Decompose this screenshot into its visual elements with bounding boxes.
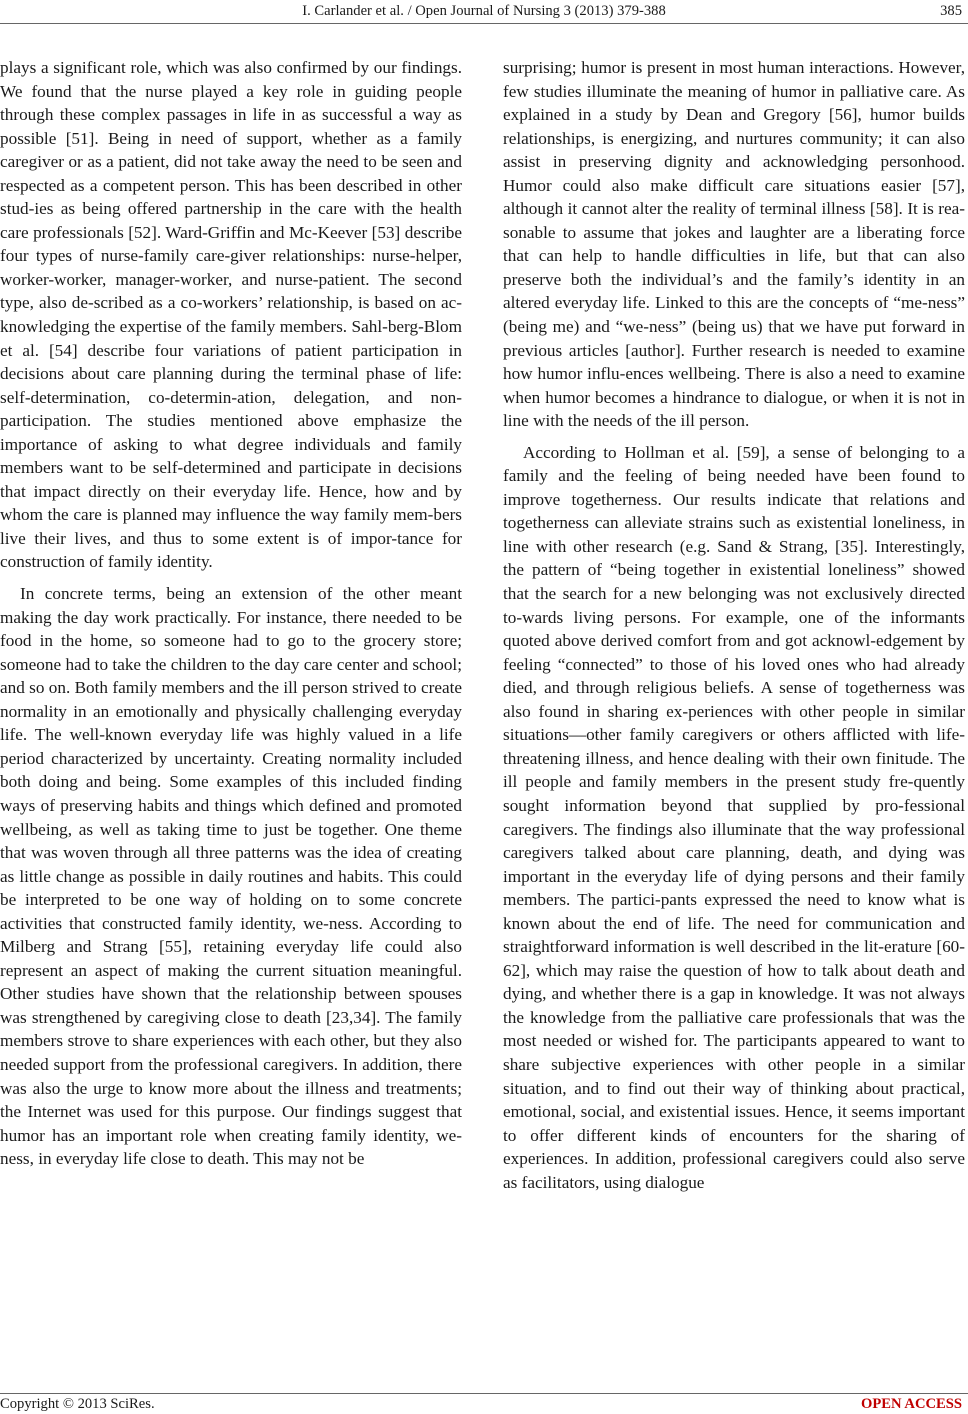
running-header — [0, 0, 968, 22]
left-column — [0, 56, 462, 1171]
paragraph: In concrete terms, being an extension of the other meant making the day work practically. For instance, there needed to be food in the home, so someone had to go to the grocery store; someone had to take the children to the day care center and school; and so on. Both family members and the ill person strived to create normality in an emotionally and physically challenging everyday life. The well-known everyday life was highly valued in a life period characterized by uncertainty. Creating normality included both doing and being. Some examples of this included finding ways of preserving habits and things which defined and promoted wellbeing, as well as taking time to just be together. One theme that was woven through all three patterns was the idea of creating as little change as possible in daily routines and habits. This could be interpreted to be one way of holding on to some concrete activities that constructed family identity, we-ness. According to Milberg and Strang [55], retaining everyday life could also represent an aspect of making the current situation meaningful. Other studies have shown that the relationship between spouses was strengthened by caregiving close to death [23,34]. The family members strove to share experiences with each other, but they also needed support from the professional caregivers. In addition, there was also the urge to know more about the illness and treatments; the Internet was used for this purpose. Our findings suggest that humor has an important role when creating family identity, we-ness, in everyday life close to death. This may not be — [0, 584, 462, 1169]
page-number: 385 — [940, 3, 962, 19]
right-column — [503, 56, 965, 1194]
running-title: I. Carlander et al. / Open Journal of Nursing 3 (2013) 379-388 — [302, 3, 666, 19]
paragraph: According to Hollman et al. [59], a sense of belonging to a family and the feeling of being needed have been found to improve togetherness. Our results indicate that relations and togetherness can alleviate strains such as existential loneliness, in line with other research (e.g. Sand & Strang, [35]. Interestingly, the pattern of “being together in existential loneliness” showed that the search for a new belonging was not exclusively directed to-wards living persons. For example, one of the informants quoted above derived comfort from and got acknowl-edgement by feeling “connected” to those of his loved ones who had already died, and through religious beliefs. A sense of togetherness was also found in sharing ex-periences with other people in similar situations—other family caregivers or others afflicted with life-threatening illness, and hence dealing with their own finitude. The ill people and family members in the present study fre-quently sought information beyond that supplied by pro-fessional caregivers. The findings also illuminate that the way professional caregivers talked about care planning, death, and dying was important in the everyday life of dying persons and their family members. The partici-pants expressed the need to know what is known about the end of life. The need for communication and straightforward information is well described in the lit-erature [60-62], which may raise the question of how to talk about death and dying, and whether there is a gap in knowledge. It was not always the knowledge from the palliative care professionals that was the most needed or wished for. The participants appeared to want to share subjective experiences with other people in a similar situation, and to find out their way of thinking about practical, emotional, social, and existential issues. Hence, it seems important to offer different kinds of encounters for the sharing of experiences. In addition, professional caregivers could also serve as facilitators, using dialogue — [503, 442, 965, 1192]
page-footer — [0, 1395, 968, 1414]
footer-divider — [0, 1393, 968, 1394]
paragraph: plays a significant role, which was also confirmed by our findings. We found that the nurse played a key role in guiding people through these complex passages in life in as successful a way as possible [51]. Being in need of support, whether as a family caregiver or as a patient, did not take away the need to be seen and respected as a competent person. This has been described in other stud-ies as being offered partnership in the care with the health care professionals [52]. Ward-Griffin and Mc-Keever [53] describe four types of nurse-family care-giver relationships: nurse-helper, worker-worker, manager-worker, and nurse-patient. The second type, also de-scribed as a co-workers’ relationship, is based on ac-knowledging the expertise of the family members. Sahl-berg-Blom et al. [54] describe four variations of patient participation in decisions about care planning during the terminal phase of life: self-determination, co-determin-ation, delegation, and non-participation. The studies mentioned above emphasize the importance of asking to what degree individuals and family members want to be self-determined and participate in decisions that impact directly on their everyday life. Hence, how and by whom the care is planned may influence the way family mem-bers live their lives, and thus to some extent is of impor-tance for construction of family identity. — [0, 58, 462, 572]
paragraph: surprising; humor is present in most human interactions. However, few studies illuminate the meaning of humor in palliative care. As explained in a study by Dean and Gregory [56], humor builds relationships, is energizing, and nurtures community; it can also assist in preserving dignity and acknowledging personhood. Humor could also make difficult care situations easier [57], although it cannot alter the reality of terminal illness [58]. It is rea-sonable to assume that jokes and laughter are a liberating force that can help to handle difficulties in life, but that can also preserve both the individual’s and the family’s identity in an altered everyday life. Linked to this are the concepts of “me-ness” (being me) and “we-ness” (being us) that we have put forward in previous articles [author]. Further research is needed to examine how humor influ-ences wellbeing. There is also a need to examine when humor becomes a hindrance to dialogue, or when it is not in line with the needs of the ill person. — [503, 58, 965, 431]
open-access-label: OPEN ACCESS — [861, 1396, 962, 1412]
copyright-notice: Copyright © 2013 SciRes. — [0, 1396, 155, 1412]
header-divider — [0, 23, 968, 24]
